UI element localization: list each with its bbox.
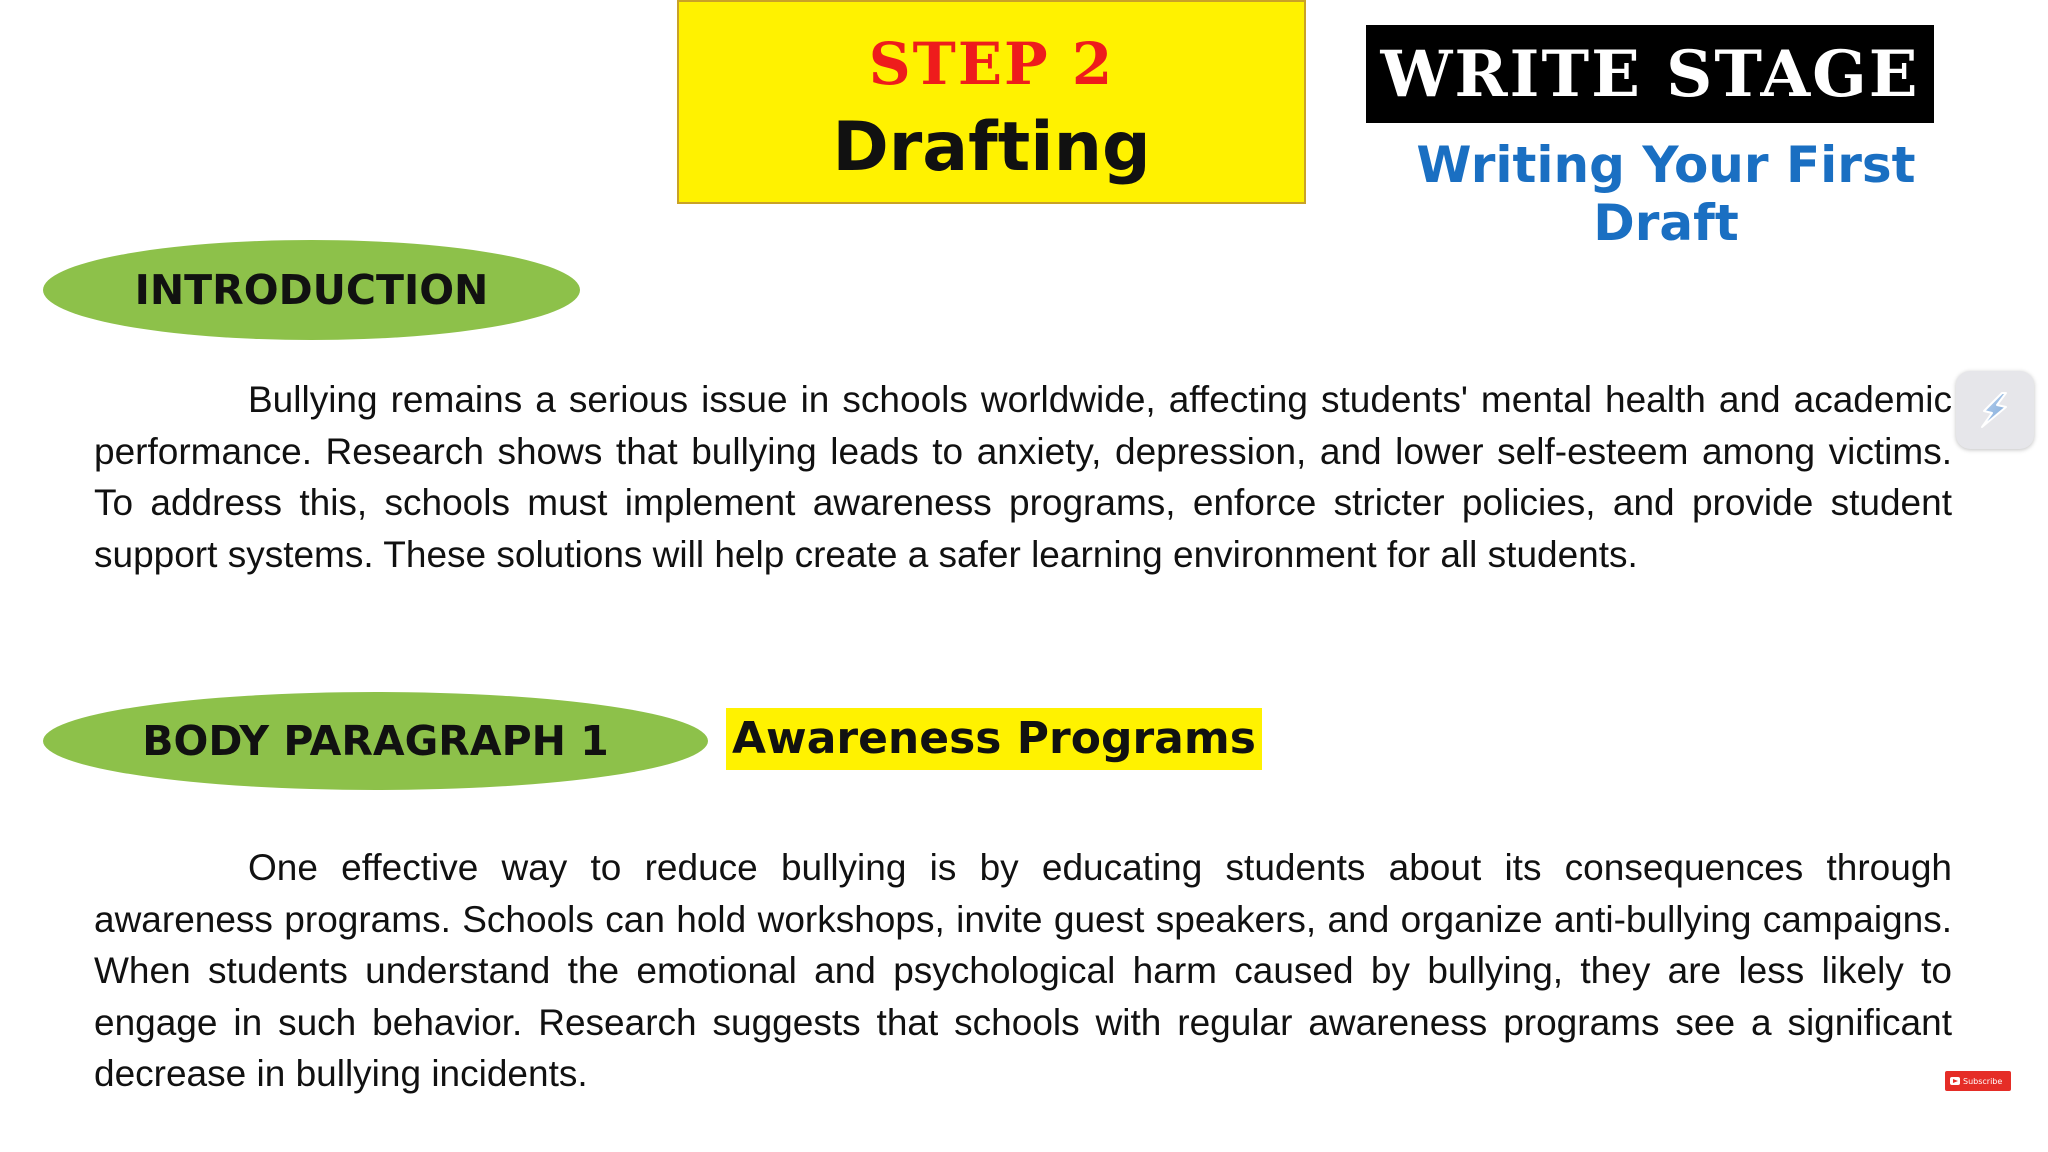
introduction-paragraph: Bullying remains a serious issue in schools worldwide, affecting students' mental health and academic performance. Research shows that bullying leads to anxiety, depression, and lower self-esteem among victims. To address this, schools must implement awareness programs, enforce stricter policies, and provide student support systems. These solutions will help create a safer learning environment for all students. xyxy=(94,379,1952,575)
slash-pen-icon xyxy=(1972,387,2018,433)
stage-subtitle: Writing Your First Draft xyxy=(1416,136,1916,252)
subscribe-label: Subscribe xyxy=(1963,1076,2003,1086)
side-widget-button[interactable] xyxy=(1956,371,2034,449)
stage-badge: WRITE STAGE xyxy=(1366,25,1934,123)
introduction-label: INTRODUCTION xyxy=(43,240,580,340)
body-paragraph-1-text: One effective way to reduce bullying is by educating students about its consequences through awareness programs. Schools can hold workshops, invite guest speakers, and organize anti-bullying campaigns. When students understand the emotional and psychological harm caused by bullying, they are less likely to engage in such behavior. Research suggests that schools with regular awareness programs see a significant decrease in bullying incidents. xyxy=(94,847,1952,1094)
subscribe-badge[interactable] xyxy=(1945,1071,2011,1091)
body-paragraph-1-topic: Awareness Programs xyxy=(726,708,1262,770)
step-label: STEP 2 xyxy=(868,30,1115,98)
body-paragraph-1-label: BODY PARAGRAPH 1 xyxy=(43,692,708,790)
step-box xyxy=(677,0,1306,204)
youtube-play-icon xyxy=(1950,1077,1960,1085)
step-title: Drafting xyxy=(832,108,1151,187)
